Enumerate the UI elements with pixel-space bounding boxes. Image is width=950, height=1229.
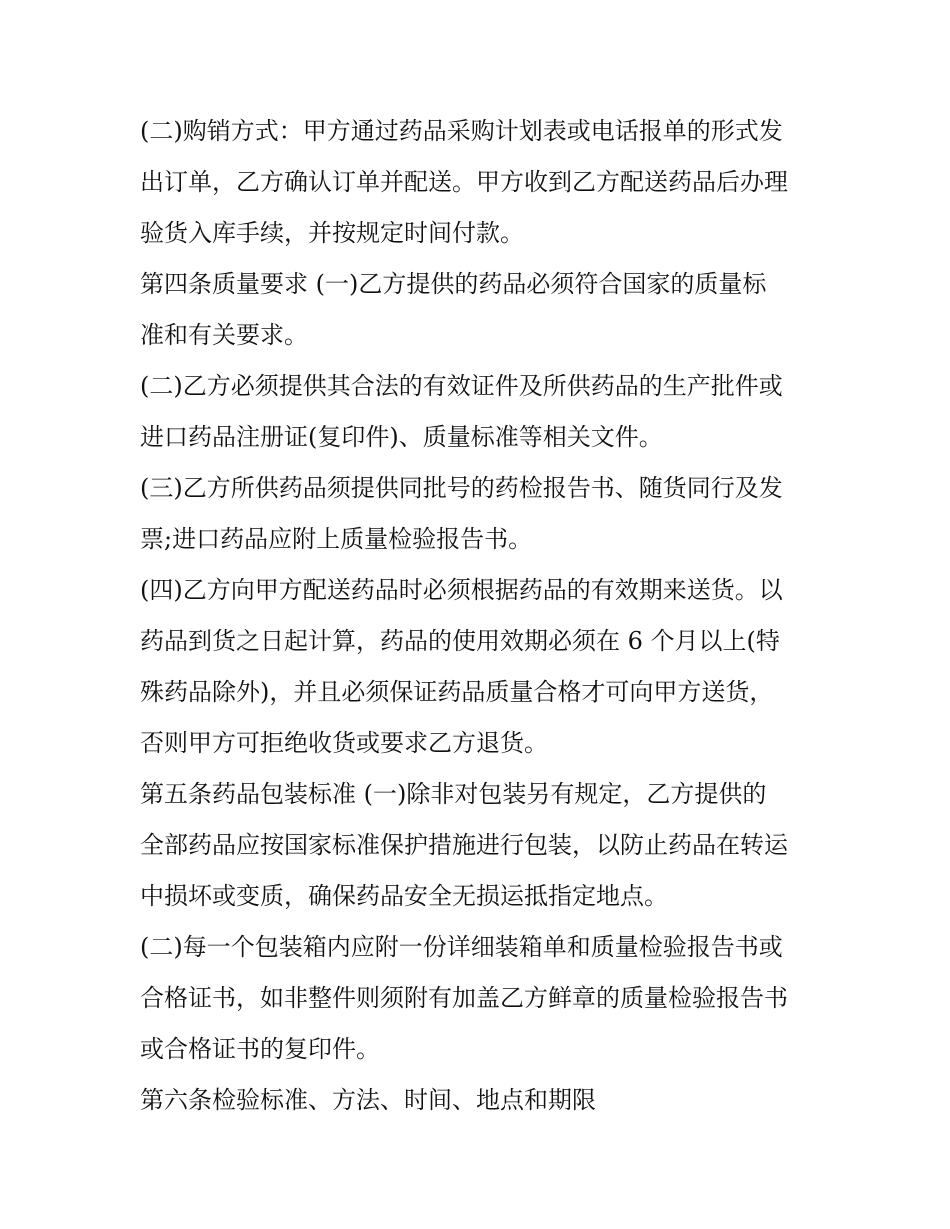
text-line: 票;进口药品应附上质量检验报告书。	[140, 525, 533, 553]
text-line: (二)每一个包装箱内应附一份详细装箱单和质量检验报告书或	[140, 933, 783, 961]
text-line: 第五条药品包装标准 (一)除非对包装另有规定，乙方提供的	[140, 780, 767, 808]
text-line: 殊药品除外)，并且必须保证药品质量合格才可向甲方送货，	[140, 678, 774, 706]
text-line: 否则甲方可拒绝收货或要求乙方退货。	[140, 729, 548, 757]
text-line: 中损坏或变质，确保药品安全无损运抵指定地点。	[140, 882, 668, 910]
text-line: (二)购销方式：甲方通过药品采购计划表或电话报单的形式发	[140, 117, 783, 145]
text-line: 准和有关要求。	[140, 321, 308, 349]
text-line: 第四条质量要求 (一)乙方提供的药品必须符合国家的质量标	[140, 270, 767, 298]
text-line: 合格证书，如非整件则须附有加盖乙方鲜章的质量检验报告书	[140, 984, 788, 1012]
text-line: (二)乙方必须提供其合法的有效证件及所供药品的生产批件或	[140, 372, 783, 400]
text-line: 进口药品注册证(复印件)、质量标准等相关文件。	[140, 423, 663, 451]
text-line: 第六条检验标准、方法、时间、地点和期限	[140, 1086, 596, 1114]
document-body	[140, 106, 820, 1126]
text-line: (四)乙方向甲方配送药品时必须根据药品的有效期来送货。以	[140, 576, 783, 604]
text-line: 药品到货之日起计算，药品的使用效期必须在 6 个月以上(特	[140, 627, 780, 655]
text-line: 全部药品应按国家标准保护措施进行包装，以防止药品在转运	[140, 831, 788, 859]
text-line: 验货入库手续，并按规定时间付款。	[140, 219, 524, 247]
text-line: 出订单，乙方确认订单并配送。甲方收到乙方配送药品后办理	[140, 168, 788, 196]
text-line: 或合格证书的复印件。	[140, 1035, 380, 1063]
text-line: (三)乙方所供药品须提供同批号的药检报告书、随货同行及发	[140, 474, 783, 502]
